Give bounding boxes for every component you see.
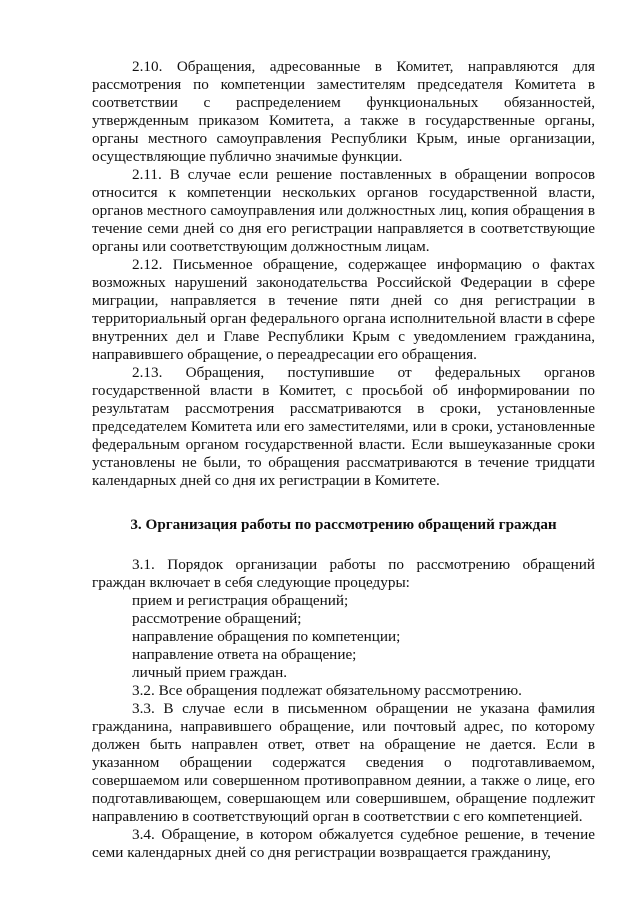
paragraph-3-4: 3.4. Обращение, в котором обжалуется судебное решение, в течение семи календарных дней со дня регистрации возвращается гражданину, bbox=[92, 826, 595, 861]
paragraph-3-3: 3.3. В случае если в письменном обращении не указана фамилия гражданина, направившего обращение, или почтовый адрес, по которому должен быть направлен ответ, ответ на обращение не дается. Если в указанном обращении содержатся сведения о подготавливаемом, совершаемом или совершенном противоправном деянии, а также о лице, его подготавливающем, совершающем или совершившем, обращение подлежит направлению в соответствующий орган в соответствии с его компетенцией. bbox=[92, 700, 595, 825]
procedure-item: прием и регистрация обращений; bbox=[132, 592, 349, 609]
section-3-heading: 3. Организация работы по рассмотрению обращений граждан bbox=[130, 516, 557, 533]
procedure-item: рассмотрение обращений; bbox=[132, 610, 302, 627]
procedure-item: личный прием граждан. bbox=[132, 664, 288, 681]
paragraph-2-11: 2.11. В случае если решение поставленных в обращении вопросов относится к компетенции нескольких органов государственной власти, органов местного самоуправления или должностных лиц, копия обращения в течение семи дней со дня его регистрации направляется в соответствующие органы или соответствующим должностным лицам. bbox=[92, 166, 595, 255]
procedure-item: направление ответа на обращение; bbox=[132, 646, 357, 663]
paragraph-3-1: 3.1. Порядок организации работы по рассмотрению обращений граждан включает в себя следующие процедуры: bbox=[92, 556, 595, 591]
paragraph-2-10: 2.10. Обращения, адресованные в Комитет, направляются для рассмотрения по компетенции заместителям председателя Комитета в соответствии с распределением функциональных обязанностей, утвержденным приказом Комитета, а также в государственные органы, органы местного самоуправления Республики Крым, иные организации, осуществляющие публично значимые функции. bbox=[92, 58, 595, 165]
paragraph-2-12: 2.12. Письменное обращение, содержащее информацию о фактах возможных нарушений законодательства Российской Федерации в сфере миграции, направляется в течение пяти дней со дня регистрации в территориальный орган федерального органа исполнительной власти в сфере внутренних дел и Главе Республики Крым с уведомлением гражданина, направившего обращение, о переадресации его обращения. bbox=[92, 256, 595, 363]
paragraph-2-13: 2.13. Обращения, поступившие от федеральных органов государственной власти в Комитет, с просьбой об информировании по результатам рассмотрения рассматриваются в сроки, установленные председателем Комитета или его заместителями, или в сроки, установленные федеральным органом государственной власти. Если вышеуказанные сроки установлены не были, то обращения рассматриваются в течение тридцати календарных дней со дня их регистрации в Комитете. bbox=[92, 364, 595, 489]
paragraph-3-2: 3.2. Все обращения подлежат обязательному рассмотрению. bbox=[132, 682, 522, 699]
procedure-item: направление обращения по компетенции; bbox=[132, 628, 401, 645]
